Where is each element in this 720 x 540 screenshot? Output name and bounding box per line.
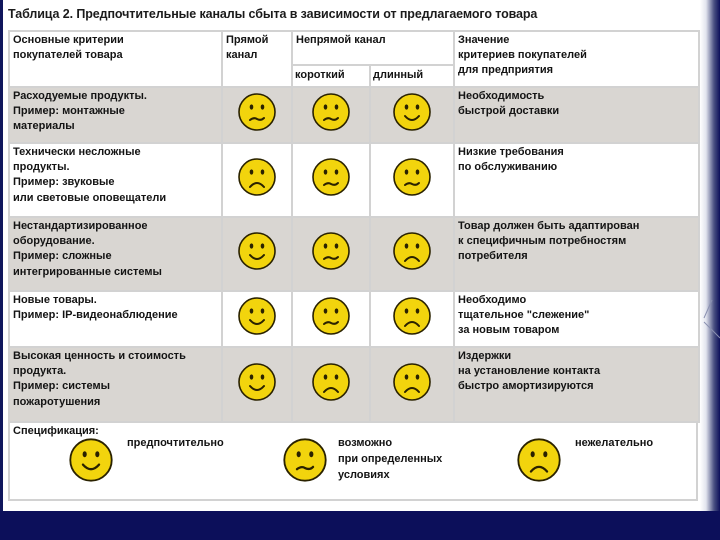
long-channel-cell xyxy=(370,217,454,291)
direct-channel-cell xyxy=(222,347,292,422)
smiley-neutral-icon xyxy=(282,437,328,483)
legend-title: Спецификация: xyxy=(13,425,99,437)
smiley-sad-icon xyxy=(392,362,432,402)
meaning-cell: Необходимость быстрой доставки xyxy=(454,87,699,143)
table-row xyxy=(9,217,699,291)
criteria-cell: Высокая ценность и стоимость продукта. Пример: системы пожаротушения xyxy=(9,347,222,422)
smiley-neutral-icon xyxy=(311,157,351,197)
criteria-cell: Расходуемые продукты. Пример: монтажные материалы xyxy=(9,87,222,143)
long-channel-cell xyxy=(370,291,454,347)
table-row xyxy=(9,291,699,347)
smiley-neutral-icon xyxy=(311,296,351,336)
header-long-channel: длинный xyxy=(370,65,454,87)
meaning-cell: Издержки на установление контакта быстро амортизируются xyxy=(454,347,699,422)
long-channel-cell xyxy=(370,347,454,422)
header-row xyxy=(9,31,699,65)
smiley-neutral-icon xyxy=(311,231,351,271)
legend xyxy=(8,421,698,501)
table-row xyxy=(9,87,699,143)
header-short-channel: короткий xyxy=(292,65,370,87)
direct-channel-cell xyxy=(222,291,292,347)
smiley-happy-icon xyxy=(237,231,277,271)
direct-channel-cell xyxy=(222,217,292,291)
smiley-happy-icon xyxy=(237,296,277,336)
smiley-sad-icon xyxy=(311,362,351,402)
table-row xyxy=(9,347,699,422)
long-channel-cell xyxy=(370,87,454,143)
smiley-happy-icon xyxy=(237,362,277,402)
smiley-neutral-icon xyxy=(311,92,351,132)
long-channel-cell xyxy=(370,143,454,217)
meaning-cell: Необходимо тщательное "слежение" за новым товаром xyxy=(454,291,699,347)
short-channel-cell xyxy=(292,347,370,422)
meaning-cell: Товар должен быть адаптирован к специфичным потребностям потребителя xyxy=(454,217,699,291)
legend-label-possible: возможно при определенных условиях xyxy=(338,437,443,481)
meaning-cell: Низкие требования по обслуживанию xyxy=(454,143,699,217)
direct-channel-cell xyxy=(222,143,292,217)
table-row xyxy=(9,143,699,217)
table-title: Таблица 2. Предпочтительные каналы сбыта в зависимости от предлагаемого товара xyxy=(8,7,538,21)
smiley-sad-icon xyxy=(516,437,562,483)
criteria-cell: Нестандартизированное оборудование. Пример: сложные интегрированные системы xyxy=(9,217,222,291)
smiley-sad-icon xyxy=(392,231,432,271)
slide-left-edge xyxy=(0,0,3,540)
short-channel-cell xyxy=(292,87,370,143)
slide-bottom-band xyxy=(0,511,720,540)
header-indirect-channel: Непрямой канал xyxy=(292,31,454,65)
smiley-neutral-icon xyxy=(237,92,277,132)
header-criteria: Основные критерии покупателей товара xyxy=(9,31,222,87)
criteria-cell: Технически несложные продукты. Пример: звуковые или световые оповещатели xyxy=(9,143,222,217)
smiley-neutral-icon xyxy=(392,157,432,197)
header-direct-channel: Прямой канал xyxy=(222,31,292,87)
smiley-happy-icon xyxy=(392,92,432,132)
smiley-happy-icon xyxy=(68,437,114,483)
short-channel-cell xyxy=(292,143,370,217)
short-channel-cell xyxy=(292,217,370,291)
header-meaning: Значение критериев покупателей для предприятия xyxy=(454,31,699,87)
smiley-sad-icon xyxy=(237,157,277,197)
smiley-sad-icon xyxy=(392,296,432,336)
legend-label-undesirable: нежелательно xyxy=(575,437,654,449)
criteria-cell: Новые товары. Пример: IP-видеонаблюдение xyxy=(9,291,222,347)
direct-channel-cell xyxy=(222,87,292,143)
channel-table-container xyxy=(8,30,698,501)
legend-label-preferred: предпочтительно xyxy=(127,437,224,449)
short-channel-cell xyxy=(292,291,370,347)
slide-right-edge xyxy=(700,0,720,540)
channel-table xyxy=(8,30,700,423)
